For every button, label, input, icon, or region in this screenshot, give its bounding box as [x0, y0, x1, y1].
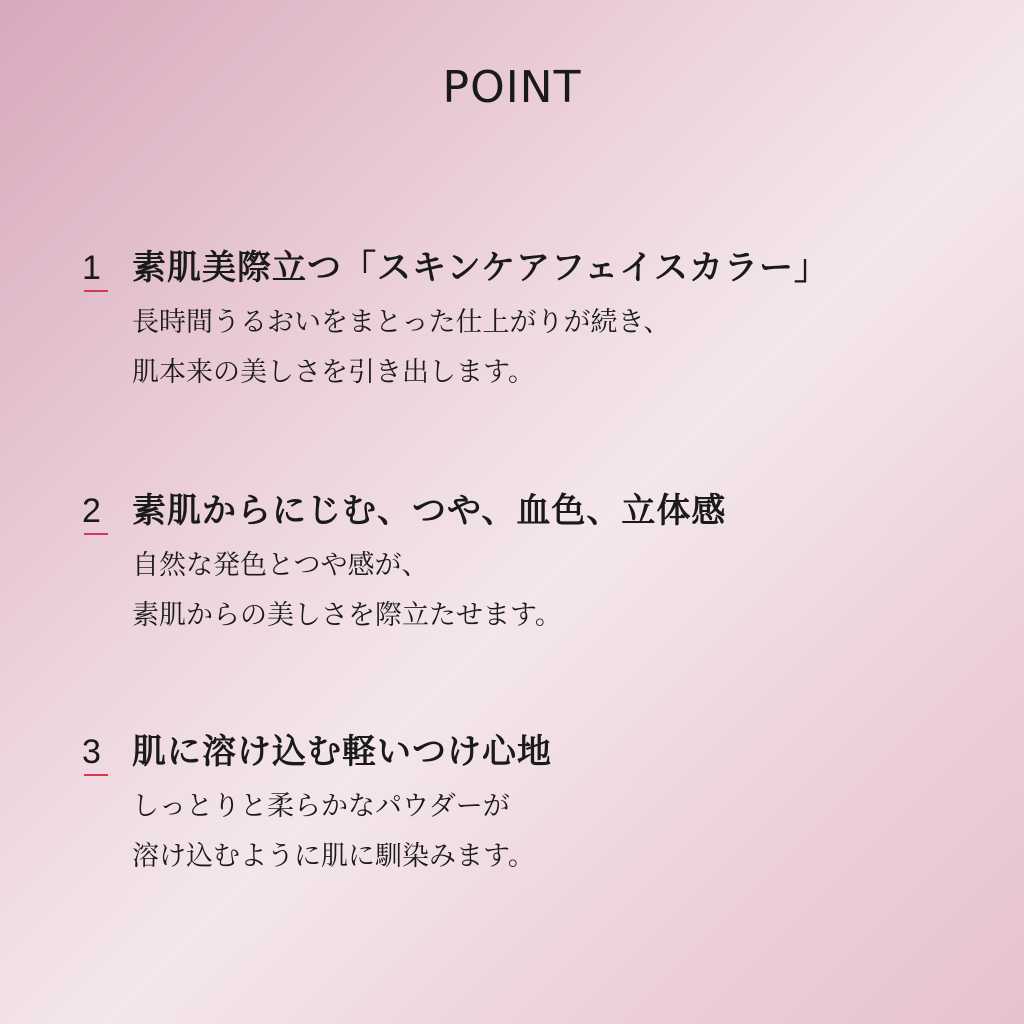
- point-number: 2: [82, 492, 132, 531]
- point-item-3: [82, 724, 982, 882]
- point-header: [82, 483, 982, 533]
- point-item-1: [82, 240, 982, 398]
- point-header: [82, 240, 982, 290]
- description-line: 長時間うるおいをまとった仕上がりが続き、: [132, 307, 671, 338]
- description-line: 肌本来の美しさを引き出します。: [132, 357, 535, 388]
- point-description: [82, 298, 982, 398]
- description-line: しっとりと柔らかなパウダーが: [132, 791, 510, 822]
- point-heading: 素肌美際立つ「スキンケアフェイスカラー」: [132, 248, 829, 288]
- point-heading: 肌に溶け込む軽いつけ心地: [132, 732, 552, 772]
- description-line: 自然な発色とつや感が、: [132, 550, 429, 581]
- point-number: 3: [82, 733, 132, 772]
- point-description: [82, 782, 982, 882]
- description-line: 素肌からの美しさを際立たせます。: [132, 600, 562, 631]
- point-header: [82, 724, 982, 774]
- point-heading: 素肌からにじむ、つや、血色、立体感: [132, 491, 727, 531]
- description-line: 溶け込むように肌に馴染みます。: [132, 841, 535, 872]
- point-description: [82, 541, 982, 641]
- point-item-2: [82, 483, 982, 641]
- page-title: POINT: [442, 62, 582, 113]
- point-number: 1: [82, 249, 132, 288]
